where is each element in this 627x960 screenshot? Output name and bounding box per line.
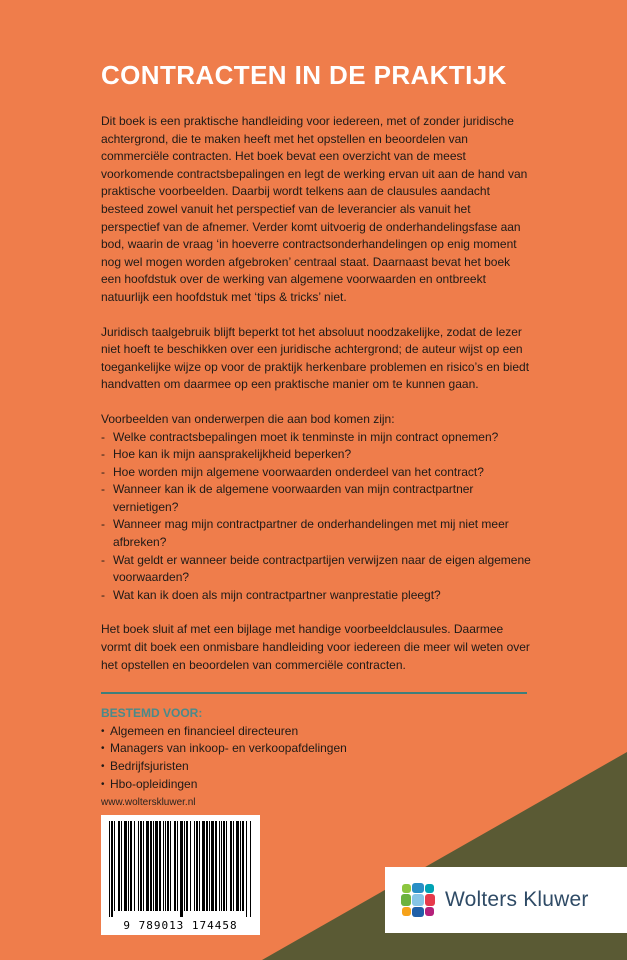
publisher-name: Wolters Kluwer: [445, 888, 589, 911]
audience-title: BESTEMD VOOR:: [101, 706, 203, 721]
audience-item: • Bedrijfsjuristen: [101, 758, 531, 776]
examples-section: [101, 411, 531, 605]
isbn-number: 9 789013 174458: [123, 919, 238, 932]
intro-paragraph: Dit boek is een praktische handleiding voor iedereen, met of zonder juridische achtergrond, die te maken heeft met het opstellen en beoordelen van commerciële contracten. Het boek bevat een overzicht van de meest voorkomende contractsbepalingen en legt de werking ervan uit aan de hand van praktische voorbeelden. Daarbij wordt telkens aan de clausules aandacht besteed zowel vanuit het perspectief van de leverancier als vanuit het perspectief van de afnemer. Verder komt uitvoerig de onderhandelingsfase aan bod, waarin de vraag ‘in hoeverre contractsonderhandelingen op enig moment nog wel mogen worden afgebroken’ centraal staat. Daarnaast bevat het boek een hoofdstuk over de werking van algemene voorwaarden en ontbreekt natuurlijk een hoofdstuk met ‘tips & tricks’ niet.: [101, 114, 528, 304]
language-paragraph: Juridisch taalgebruik blijft beperkt tot het absoluut noodzakelijke, zodat de lezer niet hoeft te beschikken over een juridische achtergrond; de auteur wijst op een toegankelijke wijze op voor de praktijk herkenbare problemen en risico’s en biedt handvatten om daarmee op een praktische manier om te kunnen gaan.: [101, 324, 530, 392]
section-divider: [101, 692, 527, 694]
example-item: - Wat geldt er wanneer beide contractpartijen verwijzen naar de eigen algemene voorwaarden?: [101, 552, 531, 587]
description: [101, 113, 531, 674]
audience-list: [101, 723, 531, 793]
audience-section: [101, 705, 531, 793]
example-item: - Hoe kan ik mijn aansprakelijkheid beperken?: [101, 446, 531, 464]
examples-intro: Voorbeelden van onderwerpen die aan bod komen zijn:: [101, 411, 395, 426]
website-url: www.wolterskluwer.nl: [101, 797, 196, 808]
closing-paragraph: Het boek sluit af met een bijlage met handige voorbeeldclausules. Daarmee vormt dit boek een onmisbare handleiding voor iedereen die meer wil weten over het opstellen en beoordelen van commerciële contracten.: [101, 622, 530, 672]
audience-item: • Algemeen en financieel directeuren: [101, 723, 531, 741]
example-item: - Wanneer kan ik de algemene voorwaarden van mijn contractpartner vernietigen?: [101, 481, 531, 516]
barcode-icon: [107, 821, 254, 917]
wolters-kluwer-logo-icon: [399, 881, 437, 919]
example-item: - Welke contractsbepalingen moet ik tenminste in mijn contract opnemen?: [101, 429, 531, 447]
example-item: - Wanneer mag mijn contractpartner de onderhandelingen met mij niet meer afbreken?: [101, 516, 531, 551]
examples-list: [101, 429, 531, 605]
content-column: [101, 60, 531, 793]
barcode: [101, 815, 260, 935]
example-item: - Wat kan ik doen als mijn contractpartner wanprestatie pleegt?: [101, 587, 531, 605]
audience-item: • Managers van inkoop- en verkoopafdelingen: [101, 740, 531, 758]
audience-item: • Hbo-opleidingen: [101, 776, 531, 794]
book-title: CONTRACTEN IN DE PRAKTIJK: [101, 60, 507, 90]
example-item: - Hoe worden mijn algemene voorwaarden onderdeel van het contract?: [101, 464, 531, 482]
publisher-logo: [385, 867, 627, 933]
